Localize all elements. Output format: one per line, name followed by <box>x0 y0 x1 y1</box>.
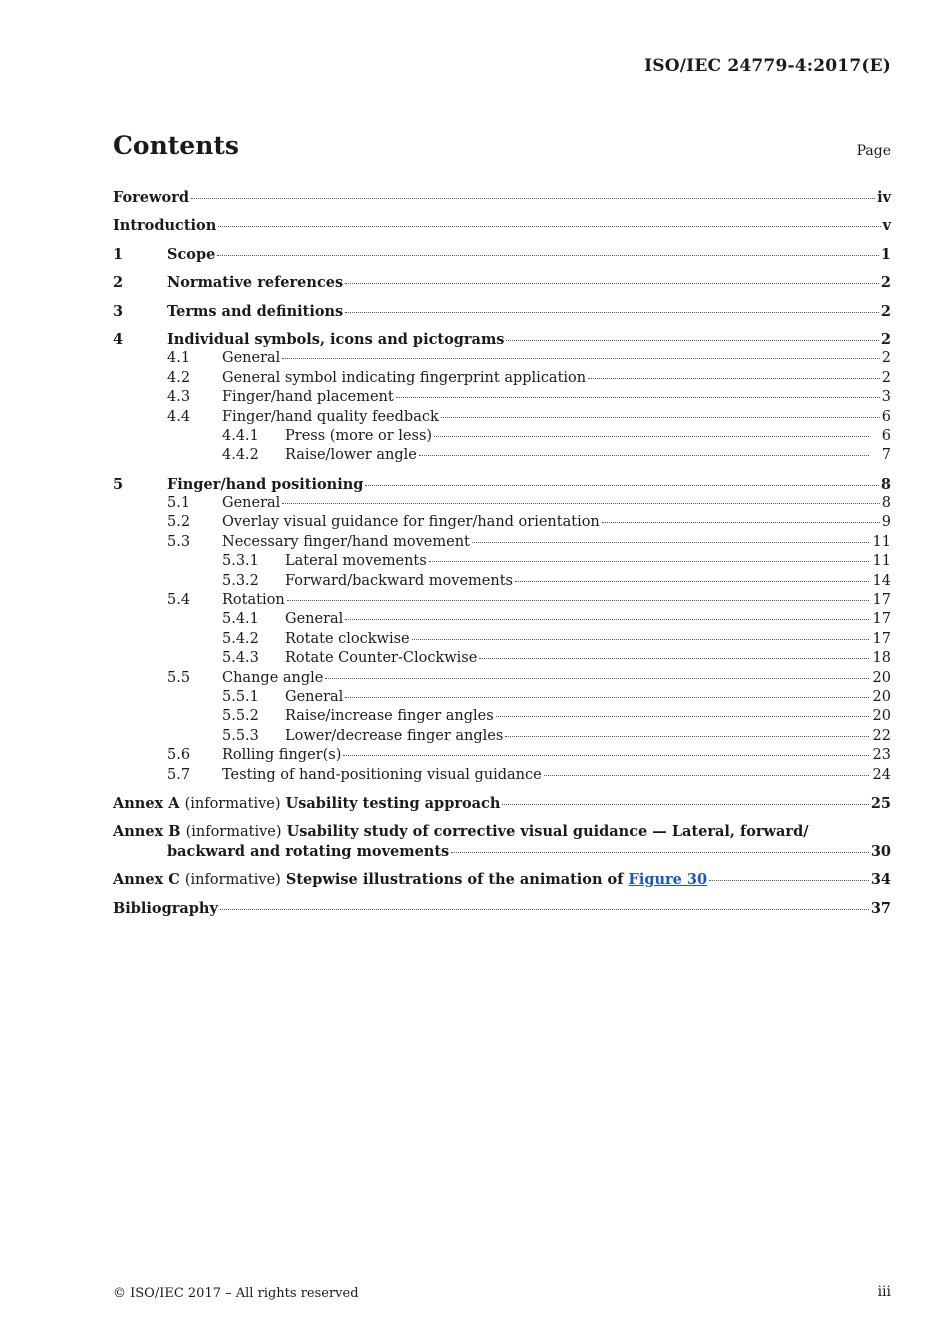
toc-label <box>113 794 500 814</box>
page-title: Contents <box>113 131 240 160</box>
toc-number: 4.4.2 <box>222 447 259 464</box>
toc-number: 5.5.1 <box>222 688 259 705</box>
dot-leader <box>412 639 869 640</box>
dot-leader <box>345 697 869 698</box>
toc-label: Bibliography <box>113 899 218 917</box>
footer-copyright: © ISO/IEC 2017 – All rights reserved <box>113 1286 359 1301</box>
toc-entry-5-5-3[interactable] <box>113 727 891 746</box>
page-column-label: Page <box>856 143 891 159</box>
dot-leader <box>282 358 879 359</box>
toc-label: Raise/lower angle <box>285 447 417 464</box>
toc-entry-5-3-1[interactable] <box>113 552 891 571</box>
dot-leader <box>451 852 869 853</box>
toc-number: 1 <box>113 245 124 263</box>
toc-page: 37 <box>870 899 891 917</box>
dot-leader <box>419 455 869 456</box>
figure-30-link[interactable]: Figure 30 <box>628 871 708 889</box>
toc-page: 18 <box>872 650 891 667</box>
toc-page: 25 <box>870 794 891 812</box>
toc-page: 14 <box>872 572 891 589</box>
dot-leader <box>588 378 880 379</box>
toc-label: General symbol indicating fingerprint application <box>222 369 587 386</box>
toc-page: 20 <box>872 669 891 686</box>
toc-page: 2 <box>880 330 891 348</box>
toc-entry-5-4-2[interactable] <box>113 630 891 649</box>
toc-number: 5.4 <box>167 592 191 609</box>
toc-label: Lower/decrease finger angles <box>285 727 504 744</box>
toc-label: General <box>222 495 281 512</box>
toc-label: Necessary finger/hand movement <box>222 533 470 550</box>
toc-page: 20 <box>872 688 891 705</box>
toc-label: Foreword <box>113 189 189 206</box>
toc-entry-3[interactable] <box>113 302 891 321</box>
toc-page: 9 <box>881 514 891 531</box>
toc-label: Normative references <box>167 274 344 292</box>
toc-entry-5-4[interactable] <box>113 591 891 610</box>
toc-number: 5.6 <box>167 747 191 764</box>
toc-entry-4-4-1[interactable] <box>113 427 891 446</box>
toc-page: 20 <box>872 708 891 725</box>
toc-label: Rolling finger(s) <box>222 747 342 764</box>
toc-label: Raise/increase finger angles <box>285 708 494 725</box>
toc-page: 6 <box>881 408 891 425</box>
toc-number: 5.4.2 <box>222 630 259 647</box>
toc-label: Testing of hand-positioning visual guidance <box>222 766 542 783</box>
toc-page: 17 <box>872 611 891 628</box>
toc-page: 17 <box>872 630 891 647</box>
toc-number: 4.4.1 <box>222 427 259 444</box>
toc-entry-annex-b[interactable] <box>113 822 891 861</box>
toc-entry-5-4-1[interactable] <box>113 610 891 629</box>
dot-leader <box>479 658 869 659</box>
toc-entry-5-3[interactable] <box>113 533 891 552</box>
dot-leader <box>506 340 878 341</box>
dot-leader <box>191 198 875 199</box>
dot-leader <box>515 581 869 582</box>
dot-leader <box>709 880 869 881</box>
annex-prefix: Annex B <box>113 823 181 841</box>
toc-number: 5.1 <box>167 495 191 512</box>
dot-leader <box>287 600 869 601</box>
toc-label: General <box>285 611 344 628</box>
toc-entry-4-4[interactable] <box>113 408 891 427</box>
toc-number: 5.2 <box>167 514 191 531</box>
toc-label: Individual symbols, icons and pictograms <box>167 330 505 348</box>
dot-leader <box>496 716 869 717</box>
toc-page: 11 <box>872 553 891 570</box>
toc-page: 30 <box>870 842 891 860</box>
toc-page: 2 <box>880 302 891 320</box>
dot-leader <box>441 417 880 418</box>
toc-page: 8 <box>881 495 891 512</box>
toc-label: Lateral movements <box>285 553 427 570</box>
dot-leader <box>343 755 869 756</box>
annex-title: Stepwise illustrations of the animation of <box>285 871 624 889</box>
annex-prefix: Annex C <box>113 871 180 889</box>
toc-entry-5-5[interactable] <box>113 669 891 688</box>
toc-number: 5.4.1 <box>222 611 259 628</box>
dot-leader <box>505 736 869 737</box>
toc-entry-5-1[interactable] <box>113 494 891 513</box>
toc-label: Finger/hand quality feedback <box>222 408 439 425</box>
annex-title-line-1: Usability study of corrective visual guidance — Lateral, forward/ <box>286 823 809 841</box>
toc-number: 4 <box>113 330 124 348</box>
toc-entry-bibliography[interactable] <box>113 899 891 918</box>
toc-page: 2 <box>880 274 891 292</box>
dot-leader <box>434 436 869 437</box>
toc-page: 3 <box>881 389 891 406</box>
annex-title-line-2: backward and rotating movements <box>167 842 450 860</box>
dot-leader <box>429 561 869 562</box>
toc-entry-annex-c[interactable] <box>113 870 891 889</box>
toc-entry-5-5-2[interactable] <box>113 707 891 726</box>
dot-leader <box>602 522 880 523</box>
toc-number: 4.1 <box>167 350 191 367</box>
toc-number: 3 <box>113 302 124 320</box>
toc-label: Scope <box>167 245 216 263</box>
footer-page-number: iii <box>877 1284 891 1300</box>
toc-label: Finger/hand positioning <box>167 475 364 493</box>
annex-type: (informative) <box>184 872 281 889</box>
toc-entry-introduction[interactable] <box>113 216 891 235</box>
toc-number: 5.7 <box>167 766 191 783</box>
toc-label <box>113 870 707 890</box>
toc-entry-5-6[interactable] <box>113 746 891 765</box>
toc-label: Press (more or less) <box>285 427 433 444</box>
toc-entry-4-4-2[interactable] <box>113 446 891 465</box>
toc-label: Introduction <box>113 217 217 235</box>
toc-label: General <box>285 688 344 705</box>
annex-b-line-1 <box>113 822 891 841</box>
toc-page: 8 <box>880 475 891 493</box>
toc-label: Terms and definitions <box>167 302 344 320</box>
toc-entry-5-2[interactable] <box>113 513 891 532</box>
toc-page: 22 <box>872 727 891 744</box>
toc-entry-4[interactable] <box>113 330 891 349</box>
toc-entry-foreword[interactable] <box>113 188 891 207</box>
toc-number: 5.4.3 <box>222 650 259 667</box>
toc-number: 4.3 <box>167 389 191 406</box>
toc-page: v <box>882 217 891 235</box>
toc-page: 1 <box>880 245 891 263</box>
toc-number: 5 <box>113 475 124 493</box>
toc-entry-annex-a[interactable] <box>113 794 891 813</box>
dot-leader <box>282 503 879 504</box>
toc-number: 5.5.2 <box>222 708 259 725</box>
dot-leader <box>345 283 879 284</box>
toc-entry-4-2[interactable] <box>113 369 891 388</box>
dot-leader <box>365 485 879 486</box>
toc-number: 5.3 <box>167 533 191 550</box>
dot-leader <box>502 804 868 805</box>
toc-entry-5[interactable] <box>113 475 891 494</box>
toc-number: 2 <box>113 274 124 292</box>
toc-page: 24 <box>872 766 891 783</box>
toc-entry-2[interactable] <box>113 273 891 292</box>
dot-leader <box>220 909 869 910</box>
toc-page: 7 <box>881 447 891 464</box>
toc-number: 5.5.3 <box>222 727 259 744</box>
toc-label: Forward/backward movements <box>285 572 513 589</box>
toc-entry-5-3-2[interactable] <box>113 572 891 591</box>
toc-page: 34 <box>870 871 891 889</box>
toc-page: iv <box>877 189 891 206</box>
toc-label: Rotation <box>222 592 285 609</box>
annex-type: (informative) <box>185 824 282 841</box>
toc-label: General <box>222 350 281 367</box>
toc-entry-5-5-1[interactable] <box>113 688 891 707</box>
toc-label: Rotate clockwise <box>285 630 410 647</box>
table-of-contents <box>113 183 891 918</box>
dot-leader <box>345 619 869 620</box>
dot-leader <box>345 312 879 313</box>
toc-label: Finger/hand placement <box>222 389 394 406</box>
toc-number: 5.5 <box>167 669 191 686</box>
toc-number: 5.3.2 <box>222 572 259 589</box>
toc-page: 23 <box>872 747 891 764</box>
dot-leader <box>217 255 879 256</box>
annex-title: Usability testing approach <box>285 794 501 812</box>
toc-page: 6 <box>881 427 891 444</box>
toc-number: 5.3.1 <box>222 553 259 570</box>
toc-number: 4.4 <box>167 408 191 425</box>
toc-entry-5-4-3[interactable] <box>113 649 891 668</box>
annex-b-line-2 <box>113 842 891 861</box>
toc-entry-5-7[interactable] <box>113 766 891 785</box>
toc-entry-4-3[interactable] <box>113 388 891 407</box>
toc-page: 2 <box>881 350 891 367</box>
toc-label: Rotate Counter-Clockwise <box>285 650 478 667</box>
toc-entry-4-1[interactable] <box>113 349 891 368</box>
document-id: ISO/IEC 24779-4:2017(E) <box>644 56 891 76</box>
dot-leader <box>325 678 869 679</box>
toc-label: Change angle <box>222 669 324 686</box>
toc-page: 2 <box>881 369 891 386</box>
annex-type: (informative) <box>184 795 281 812</box>
toc-number: 4.2 <box>167 369 191 386</box>
dot-leader <box>218 226 880 227</box>
dot-leader <box>396 397 880 398</box>
dot-leader <box>472 542 869 543</box>
toc-label: Overlay visual guidance for finger/hand orientation <box>222 514 600 531</box>
toc-entry-1[interactable] <box>113 245 891 264</box>
toc-page: 11 <box>872 533 891 550</box>
toc-page: 17 <box>872 592 891 609</box>
dot-leader <box>544 775 869 776</box>
annex-prefix: Annex A <box>113 794 180 812</box>
